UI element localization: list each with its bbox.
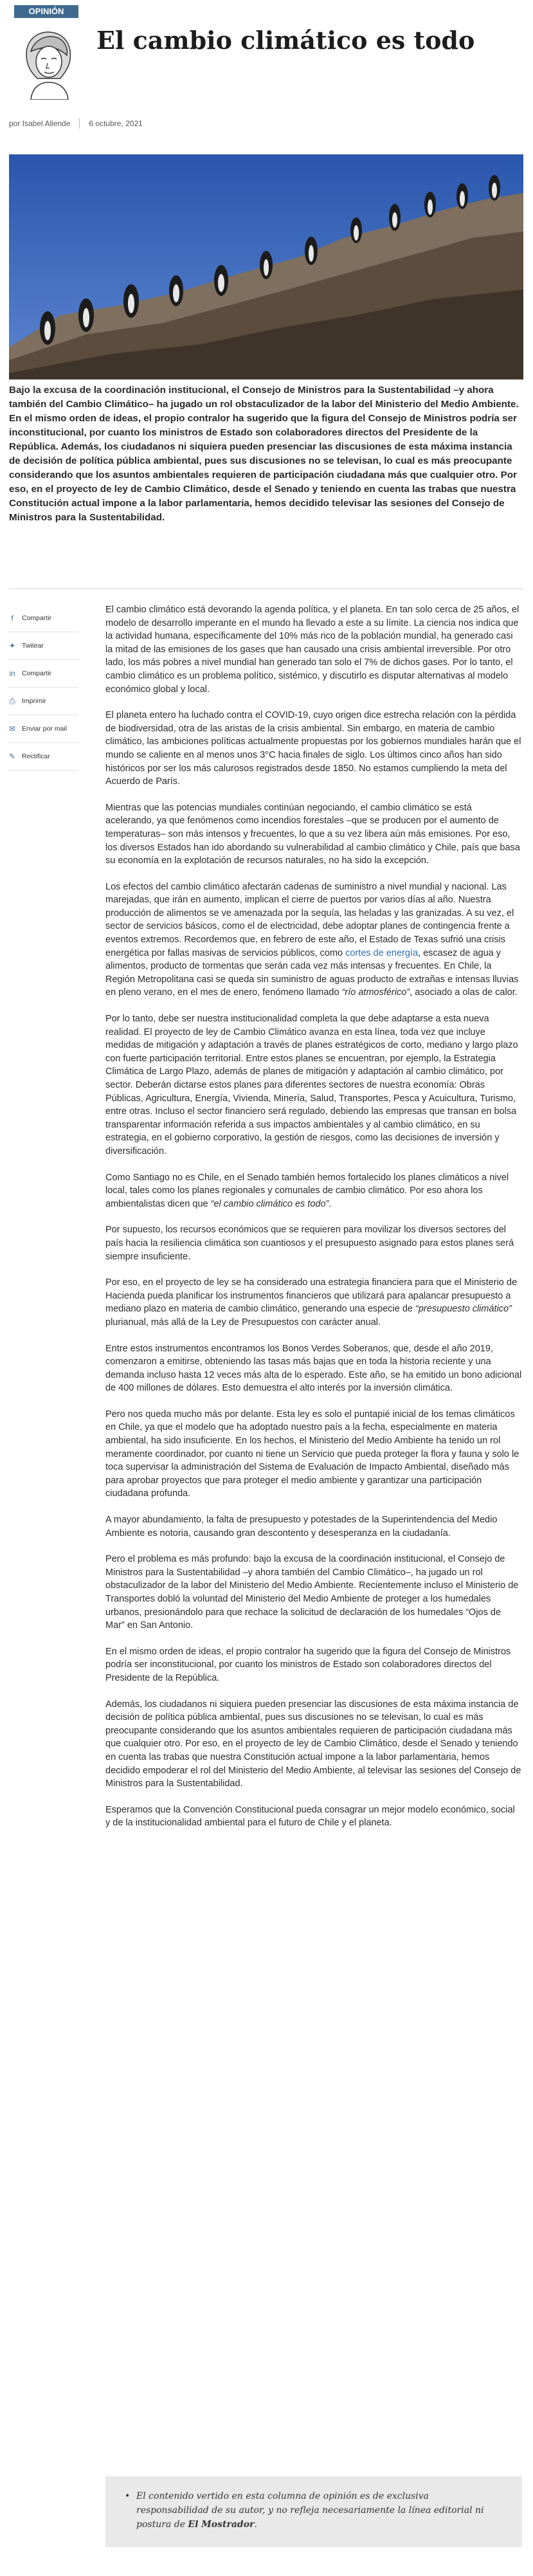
author-portrait-icon	[18, 26, 79, 100]
share-rectify[interactable]: ✎ Rectificar	[8, 743, 78, 771]
twitter-icon: ✦	[8, 641, 16, 650]
meta-divider	[79, 118, 80, 129]
paragraph: Por lo tanto, debe ser nuestra institucionalidad completa la que debe adaptarse a esta nueva realidad. El proyecto de ley de Cambio Climático avanza en esta línea, toda vez que incluye medidas de mitigación y adaptación a través de planes estratégicos de corto, mediano y largo plazo con fuerte participación territorial. Entre estos planes se encuentran, por ejemplo, la Estrategia Climática de Largo Plazo, además de planes de mitigación y adaptación al cambio climático, por sector. Deberán dictarse estos planes para diferentes sectores de nuestra economía: Obras Públicas, Agricultura, Energía, Vivienda, Minería, Salud, Transportes, Pesca y Acuicultura, Turismo, entre otras. Incluso el sector financiero será regulado, debiendo las empresas que transan en bolsa transparentar información referida a sus impactos ambientales y al cambio climático, en su estrategia, en el gobierno corporativo, la gestión de riesgos, como las decisiones de inversión y diversificación.	[105, 1014, 518, 1156]
mail-icon: ✉	[8, 724, 16, 733]
print-icon: ⎙	[9, 697, 15, 706]
author-byline[interactable]: por Isabel Allende	[9, 119, 71, 128]
paragraph: Pero nos queda mucho más por delante. Esta ley es solo el puntapié inicial de los temas climáticos en Chile, ya que el modelo que ha adoptado nuestro país a la fecha, especialmente en materia ambiental, ha sido insuficiente. En los hechos, el Ministerio del Medio Ambiente ha tenido un rol meramente coordinador, por cuanto ni tiene un Servicio que pueda proteger la flora y fauna y solo le toca supervisar la administración del Sistema de Evaluación de Impacto Ambiental, diseñado más para aprobar proyectos que para proteger el medio ambiente y garantizar una participación ciudadana profunda.	[105, 1409, 519, 1499]
paragraph: Por supuesto, los recursos económicos que se requieren para movilizar los diversos sectores del país hacia la resiliencia climática son cuantiosos y el presupuesto asignado para estos planes será siempre insuficiente.	[105, 1225, 514, 1262]
paragraph: Mientras que las potencias mundiales continúan negociando, el cambio climático se está acelerando, ya que fenómenos como incendios forestales –que se producen por el aumento de temperaturas– son más intensos y frecuentes, lo que a su vez libera aún más emisiones. Por eso, los diversos Estados han ido abordando su vulnerabilidad al cambio climático y Chile, país que basa su economía en la explotación de recursos naturales, no ha sido la excepción.	[105, 802, 520, 866]
article-meta	[9, 118, 143, 129]
article-lead: Bajo la excusa de la coordinación institucional, el Consejo de Ministros para la Sustentabilidad –y ahora también del Cambio Climático– ha jugado un rol obstaculizador de la labor del Ministerio del Medio Ambiente. En el mismo orden de ideas, el propio contralor ha sugerido que la figura del Consejo de Ministros podría ser inconstitucional, por cuanto los ministros de Estado son colaboradores directos del Presidente de la República. Además, los ciudadanos ni siquiera pueden presenciar las discusiones de esta máxima instancia de decisión de política pública ambiental, pues sus discusiones no se televisan, lo cual es más preocupante considerando que los asuntos ambientales requieren de participación ciudadana más que cualquier otro. Por eso, en el proyecto de ley de Cambio Climático, desde el Senado y teniendo en cuenta las trabas que nuestra Constitución actual impone a la labor parlamentaria, hemos decidido televisar las sesiones del Consejo de Ministros para la Sustentabilidad.	[9, 385, 519, 523]
paragraph: El planeta entero ha luchado contra el COVID-19, cuyo origen dice estrecha relación con la pérdida de biodiversidad, otra de las aristas de la crisis ambiental. Sin embargo, en materia de cambio climático, las ambiciones políticas actualmente propuestas por los gobiernos mundiales harán que el mundo se caliente en al menos unos 3°C hacia finales de siglo. Los últimos cinco años han sido históricos por ser los más calurosos registrados desde 1850. No estamos cumpliendo la meta del Acuerdo de París.	[105, 710, 521, 787]
linkedin-icon: in	[9, 669, 15, 678]
paragraph: Entre estos instrumentos encontramos los Bonos Verdes Soberanos, que, desde el año 2019, comenzaron a emitirse, obteniendo las tasas más bajas que en toda la historia reciente y una demanda incluso hasta 12 veces más alta de lo esperado. Este año, se ha emitido un bono adicional de 400 millones de dólares. Esto demuestra el alto interés por la inversión climática.	[105, 1343, 522, 1394]
paragraph: Los efectos del cambio climático afectarán cadenas de suministro a nivel mundial y nacional. Las marejadas, que irán en aumento, implican el cierre de puertos por varios días al año. Nuestra producción de alimentos se ve amenazada por la sequía, las heladas y las granizadas. A su vez, el sector de servicios básicos, como el de electricidad, debe adoptar planes de contingencia frente a eventos extremos. Recordemos que, en febrero de este año, el Estado de Texas sufrió una crisis energética por fallas masivas de servicios públicos, como cortes de energía, escasez de agua y alimentos, producto de tormentas que serán cada vez más intensas y frecuentes. En Chile, la Región Metropolitana casi se queda sin suministro de aguas producto de extrañas e intensas lluvias en pleno verano, en el mes de enero, fenómeno llamado “río atmosférico”, asociado a olas de calor.	[105, 881, 519, 998]
opinion-disclaimer: • El contenido vertido en esta columna de opinión es de exclusiva responsabilidad de su autor, y no refleja necesariamente la línea editorial ni postura de El Mostrador.	[105, 2476, 522, 2547]
share-bar	[8, 605, 78, 771]
article-body	[105, 603, 522, 1843]
edit-icon: ✎	[8, 752, 16, 761]
paragraph: Por eso, en el proyecto de ley se ha considerado una estrategia financiera para que el Ministerio de Hacienda pueda planificar los instrumentos financieros que utilizará para apalancar presupuesto a mediano plazo en materia de cambio climático, generando una especie de “presupuesto climático” plurianual, más allá de la Ley de Presupuestos con carácter anual.	[105, 1277, 518, 1328]
paragraph: Pero el problema es más profundo: bajo la excusa de la coordinación institucional, el Consejo de Ministros para la Sustentabilidad –y ahora también del Cambio Climático–, ha jugado un rol obstaculizador de la labor del Ministerio del Medio Ambiente. Recientemente incluso el Ministerio de Transportes dobló la voluntad del Ministerio del Medio Ambiente de proteger a los humedales urbanos, presionándolo para que rechace la solicitud de declaración de los humedales “Ojos de Mar” en San Antonio.	[105, 1554, 519, 1631]
share-facebook[interactable]: f Compartir	[8, 605, 78, 632]
section-badge[interactable]: OPINIÓN	[14, 5, 78, 18]
article-header	[0, 0, 533, 109]
share-print[interactable]: ⎙ Imprimir	[8, 688, 78, 715]
paragraph: Como Santiago no es Chile, en el Senado también hemos fortalecido los planes climáticos a nivel local, tales como los planes regionales y comunales de cambio climático. Por eso ahora los ambientalistas dicen que “el cambio climático es todo”.	[105, 1172, 509, 1209]
share-linkedin[interactable]: in Compartir	[8, 660, 78, 688]
bullet-icon: •	[125, 2491, 131, 2501]
paragraph: En el mismo orden de ideas, el propio contralor ha sugerido que la figura del Consejo de Ministros podría ser inconstitucional, por cuanto los ministros de Estado son colaboradores directos del Presidente de la República.	[105, 1646, 511, 1683]
article-title: El cambio climático es todo	[96, 26, 475, 55]
paragraph: Esperamos que la Convención Constitucional pueda consagrar un mejor modelo económico, social y de la institucionalidad ambiental para el futuro de Chile y el planeta.	[105, 1804, 515, 1829]
paragraph: El cambio climático está devorando la agenda política, y el planeta. En tan solo cerca de 25 años, el modelo de desarrollo imperante en el mundo ha llevado a este a su límite. La ciencia nos indica que la actividad humana, específicamente del 10% más rico de la población mundial, ha generado casi la mitad de las emisiones de los gases que han causado una crisis ambiental irreversible. Por otro lado, los más pobres a nivel mundial han generado tan solo el 7% de dichos gases. Por lo tanto, el cambio climático es un problema político, sistémico, y discutirlo es disputar alternativas al modelo económico global y local.	[105, 605, 519, 695]
share-mail[interactable]: ✉ Enviar por mail	[8, 715, 78, 743]
hero-image	[9, 154, 523, 379]
facebook-icon: f	[11, 614, 14, 623]
share-twitter[interactable]: ✦ Twitear	[8, 632, 78, 660]
publish-date: 6 octubre, 2021	[89, 119, 143, 128]
energy-cuts-link[interactable]: cortes de energía	[345, 947, 419, 958]
paragraph: Además, los ciudadanos ni siquiera pueden presenciar las discusiones de esta máxima instancia de decisión de política pública ambiental, pues sus discusiones no se televisan, lo cual es más preocupante considerando que los asuntos ambientales requieren de participación ciudadana más que cualquier otro. Por eso, en el proyecto de ley de Cambio Climático, desde el Senado y teniendo en cuenta las trabas que nuestra Constitución actual impone a la labor parlamentaria, hemos decidido empoderar el rol del Ministerio del Medio Ambiente, al televisar las sesiones del Consejo de Ministros para la Sustentabilidad.	[105, 1699, 521, 1789]
paragraph: A mayor abundamiento, la falta de presupuesto y potestades de la Superintendencia del Medio Ambiente es notoria, causando gran descontento y desesperanza en la ciudadanía.	[105, 1515, 498, 1539]
